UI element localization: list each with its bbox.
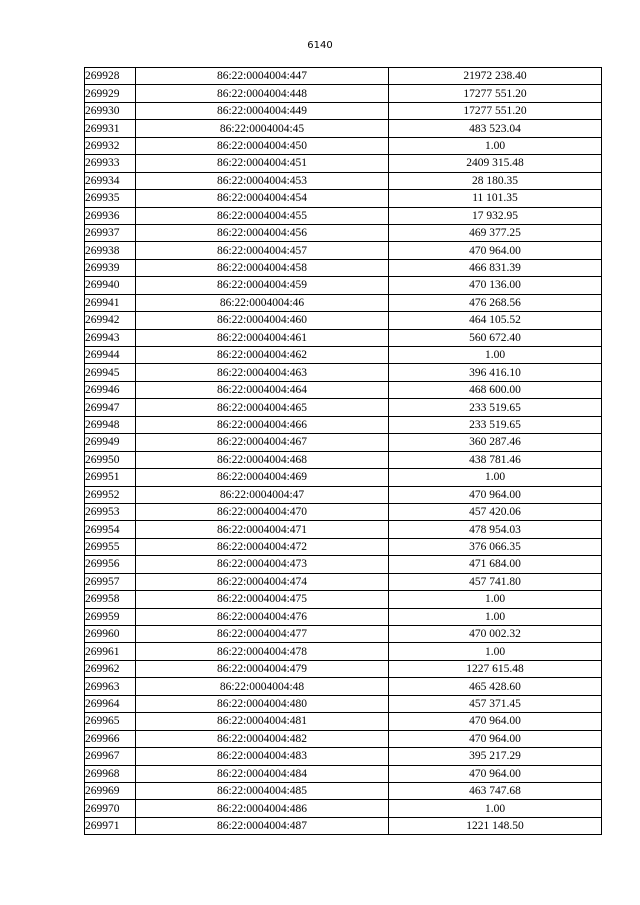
table-body [85,68,602,835]
cadastral-number-cell: 86:22:0004004:466 [136,416,389,433]
table-row [85,224,602,241]
cadastral-number-cell: 86:22:0004004:450 [136,137,389,154]
value-cell: 560 672.40 [389,329,602,346]
value-cell: 438 781.46 [389,451,602,468]
row-id-cell: 269933 [85,155,136,172]
table-row [85,643,602,660]
value-cell: 2409 315.48 [389,155,602,172]
value-cell: 1.00 [389,800,602,817]
row-id-cell: 269960 [85,626,136,643]
cadastral-number-cell: 86:22:0004004:47 [136,486,389,503]
row-id-cell: 269954 [85,521,136,538]
cadastral-number-cell: 86:22:0004004:485 [136,782,389,799]
cadastral-number-cell: 86:22:0004004:468 [136,451,389,468]
value-cell: 1.00 [389,137,602,154]
cadastral-number-cell: 86:22:0004004:465 [136,399,389,416]
row-id-cell: 269964 [85,695,136,712]
row-id-cell: 269956 [85,556,136,573]
table-row [85,434,602,451]
table-row [85,469,602,486]
value-cell: 470 964.00 [389,713,602,730]
value-cell: 457 741.80 [389,573,602,590]
cadastral-number-cell: 86:22:0004004:484 [136,765,389,782]
row-id-cell: 269969 [85,782,136,799]
cadastral-number-cell: 86:22:0004004:451 [136,155,389,172]
cadastral-number-cell: 86:22:0004004:457 [136,242,389,259]
value-cell: 470 002.32 [389,626,602,643]
cadastral-number-cell: 86:22:0004004:479 [136,660,389,677]
cadastral-number-cell: 86:22:0004004:482 [136,730,389,747]
table-row [85,556,602,573]
table-row [85,381,602,398]
table-row [85,416,602,433]
value-cell: 17277 551.20 [389,85,602,102]
cadastral-number-cell: 86:22:0004004:448 [136,85,389,102]
page-number: 6140 [307,40,333,51]
table-row [85,399,602,416]
value-cell: 457 420.06 [389,503,602,520]
value-cell: 28 180.35 [389,172,602,189]
row-id-cell: 269952 [85,486,136,503]
table-row [85,120,602,137]
row-id-cell: 269942 [85,312,136,329]
row-id-cell: 269941 [85,294,136,311]
value-cell: 471 684.00 [389,556,602,573]
value-cell: 483 523.04 [389,120,602,137]
table-row [85,277,602,294]
value-cell: 1.00 [389,347,602,364]
value-cell: 465 428.60 [389,678,602,695]
value-cell: 1.00 [389,591,602,608]
row-id-cell: 269948 [85,416,136,433]
value-cell: 478 954.03 [389,521,602,538]
row-id-cell: 269944 [85,347,136,364]
row-id-cell: 269934 [85,172,136,189]
row-id-cell: 269966 [85,730,136,747]
row-id-cell: 269929 [85,85,136,102]
value-cell: 396 416.10 [389,364,602,381]
row-id-cell: 269957 [85,573,136,590]
row-id-cell: 269946 [85,381,136,398]
row-id-cell: 269947 [85,399,136,416]
row-id-cell: 269958 [85,591,136,608]
row-id-cell: 269971 [85,817,136,834]
row-id-cell: 269935 [85,190,136,207]
row-id-cell: 269930 [85,102,136,119]
table-row [85,312,602,329]
table-row [85,364,602,381]
cadastral-number-cell: 86:22:0004004:478 [136,643,389,660]
row-id-cell: 269970 [85,800,136,817]
row-id-cell: 269967 [85,748,136,765]
cadastral-number-cell: 86:22:0004004:486 [136,800,389,817]
row-id-cell: 269953 [85,503,136,520]
table-row [85,451,602,468]
table-row [85,294,602,311]
row-id-cell: 269961 [85,643,136,660]
row-id-cell: 269965 [85,713,136,730]
cadastral-number-cell: 86:22:0004004:456 [136,224,389,241]
row-id-cell: 269928 [85,68,136,85]
table-row [85,503,602,520]
value-cell: 470 964.00 [389,730,602,747]
value-cell: 360 287.46 [389,434,602,451]
cadastral-number-cell: 86:22:0004004:459 [136,277,389,294]
cadastral-number-cell: 86:22:0004004:461 [136,329,389,346]
cadastral-number-cell: 86:22:0004004:469 [136,469,389,486]
row-id-cell: 269943 [85,329,136,346]
value-cell: 476 268.56 [389,294,602,311]
table-row [85,713,602,730]
table-row [85,347,602,364]
value-cell: 463 747.68 [389,782,602,799]
value-cell: 376 066.35 [389,538,602,555]
table-row [85,242,602,259]
table-row [85,817,602,834]
value-cell: 470 964.00 [389,765,602,782]
cadastral-number-cell: 86:22:0004004:48 [136,678,389,695]
cadastral-number-cell: 86:22:0004004:458 [136,259,389,276]
row-id-cell: 269962 [85,660,136,677]
table-row [85,626,602,643]
table-row [85,730,602,747]
cadastral-number-cell: 86:22:0004004:462 [136,347,389,364]
value-cell: 470 964.00 [389,486,602,503]
row-id-cell: 269968 [85,765,136,782]
table-row [85,608,602,625]
cadastral-number-cell: 86:22:0004004:470 [136,503,389,520]
row-id-cell: 269938 [85,242,136,259]
table-row [85,102,602,119]
value-cell: 11 101.35 [389,190,602,207]
table-row [85,329,602,346]
row-id-cell: 269940 [85,277,136,294]
row-id-cell: 269931 [85,120,136,137]
value-cell: 21972 238.40 [389,68,602,85]
table-row [85,68,602,85]
cadastral-number-cell: 86:22:0004004:46 [136,294,389,311]
row-id-cell: 269932 [85,137,136,154]
row-id-cell: 269950 [85,451,136,468]
row-id-cell: 269949 [85,434,136,451]
value-cell: 1227 615.48 [389,660,602,677]
table-row [85,521,602,538]
value-cell: 469 377.25 [389,224,602,241]
table-row [85,207,602,224]
table-row [85,538,602,555]
cadastral-number-cell: 86:22:0004004:454 [136,190,389,207]
value-cell: 233 519.65 [389,416,602,433]
cadastral-number-cell: 86:22:0004004:477 [136,626,389,643]
table-row [85,137,602,154]
value-cell: 466 831.39 [389,259,602,276]
table-row [85,486,602,503]
table-row [85,678,602,695]
table-row [85,259,602,276]
value-cell: 17277 551.20 [389,102,602,119]
table-row [85,573,602,590]
cadastral-number-cell: 86:22:0004004:475 [136,591,389,608]
value-cell: 17 932.95 [389,207,602,224]
row-id-cell: 269939 [85,259,136,276]
cadastral-number-cell: 86:22:0004004:472 [136,538,389,555]
cadastral-number-cell: 86:22:0004004:45 [136,120,389,137]
value-cell: 233 519.65 [389,399,602,416]
table-row [85,765,602,782]
cadastral-number-cell: 86:22:0004004:476 [136,608,389,625]
cadastral-number-cell: 86:22:0004004:463 [136,364,389,381]
value-cell: 1.00 [389,469,602,486]
cadastral-number-cell: 86:22:0004004:473 [136,556,389,573]
value-cell: 464 105.52 [389,312,602,329]
table-row [85,782,602,799]
cadastral-number-cell: 86:22:0004004:449 [136,102,389,119]
cadastral-number-cell: 86:22:0004004:471 [136,521,389,538]
cadastral-number-cell: 86:22:0004004:455 [136,207,389,224]
table-row [85,660,602,677]
cadastral-number-cell: 86:22:0004004:474 [136,573,389,590]
row-id-cell: 269955 [85,538,136,555]
cadastral-number-cell: 86:22:0004004:481 [136,713,389,730]
table-row [85,190,602,207]
row-id-cell: 269945 [85,364,136,381]
cadastral-number-cell: 86:22:0004004:447 [136,68,389,85]
value-cell: 468 600.00 [389,381,602,398]
value-cell: 457 371.45 [389,695,602,712]
value-cell: 395 217.29 [389,748,602,765]
value-cell: 470 136.00 [389,277,602,294]
value-cell: 1.00 [389,608,602,625]
row-id-cell: 269936 [85,207,136,224]
table-row [85,591,602,608]
cadastral-number-cell: 86:22:0004004:467 [136,434,389,451]
value-cell: 1221 148.50 [389,817,602,834]
cadastral-number-cell: 86:22:0004004:464 [136,381,389,398]
cadastral-number-cell: 86:22:0004004:453 [136,172,389,189]
cadastral-number-cell: 86:22:0004004:487 [136,817,389,834]
table-row [85,85,602,102]
cadastral-number-cell: 86:22:0004004:460 [136,312,389,329]
value-cell: 470 964.00 [389,242,602,259]
row-id-cell: 269937 [85,224,136,241]
cadastral-number-cell: 86:22:0004004:483 [136,748,389,765]
cadastral-number-cell: 86:22:0004004:480 [136,695,389,712]
table-row [85,155,602,172]
row-id-cell: 269963 [85,678,136,695]
row-id-cell: 269959 [85,608,136,625]
table-row [85,695,602,712]
table-row [85,800,602,817]
table-row [85,172,602,189]
table-row [85,748,602,765]
value-cell: 1.00 [389,643,602,660]
data-table [84,67,602,835]
row-id-cell: 269951 [85,469,136,486]
